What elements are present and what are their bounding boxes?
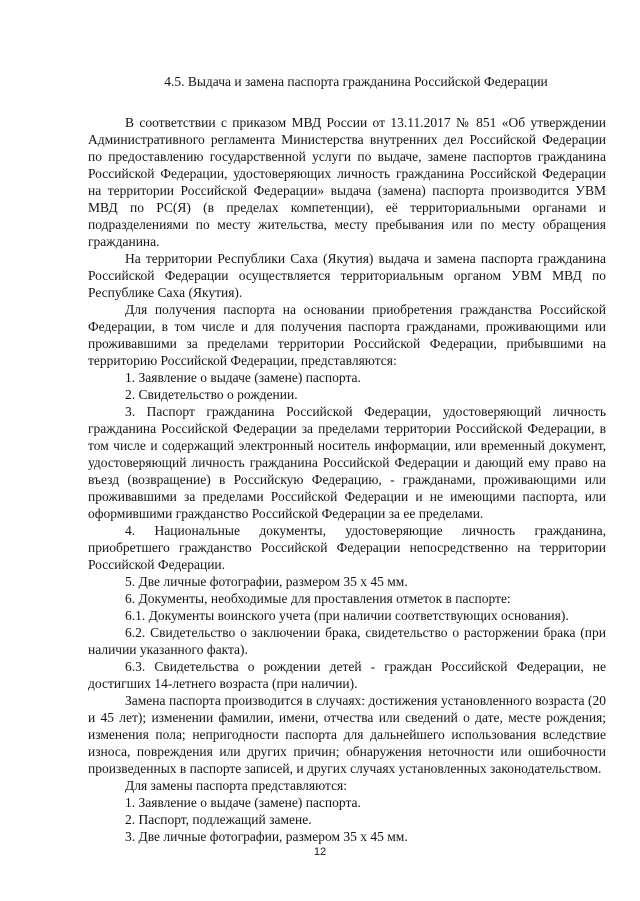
list-item: 5. Две личные фотографии, размером 35 х 45 мм.	[125, 574, 408, 589]
paragraph-regulation-reference: В соответствии с приказом МВД России от 13.11.2017 № 851 «Об утверждении Административного регламента Министерства внутренних дел Российской Федерации по предоставлению государственной услуги по выдаче, замене паспортов гражданина Российской Федерации, удостоверяющих личность гражданина Российской Федерации на территории Российской Федерации» выдача (замена) паспорта производится УВМ МВД по РС(Я) (в пределах компетенции), её территориальными органами и подразделениями по месту жительства, месту пребывания или по месту обращения гражданина.	[88, 115, 606, 249]
paragraph-issuance-requirements: Для получения паспорта на основании приобретения гражданства Российской Федерации, в том числе и для получения паспорта гражданами, проживающими или проживавшими за пределами территории Российской Федерации, прибывшими на территорию Российской Федерации, представляются:	[88, 302, 606, 368]
page-number: 12	[313, 846, 327, 858]
document-body	[88, 114, 606, 845]
section-title: 4.5. Выдача и замена паспорта гражданина Российской Федерации	[164, 74, 548, 89]
list-item: 2. Свидетельство о рождении.	[125, 387, 298, 402]
paragraph-replacement-cases: Замена паспорта производится в случаях: достижения установленного возраста (20 и 45 лет); изменении фамилии, имени, отчества или сведений о дате, месте рождения; изменения пола; непригодности паспорта для дальнейшего использования вследствие износа, повреждения или других причин; обнаружения неточности или ошибочности произведенных в паспорте записей, и других случаях установленных законодательством.	[88, 693, 606, 776]
list-item: 6.3. Свидетельства о рождении детей - граждан Российской Федерации, не достигших 14-летнего возраста (при наличии).	[88, 659, 606, 691]
list-item: 2. Паспорт, подлежащий замене.	[125, 812, 312, 827]
paragraph-territorial-authority: На территории Республики Саха (Якутия) выдача и замена паспорта гражданина Российской Федерации осуществляется территориальным органом УВМ МВД по Республике Саха (Якутия).	[88, 251, 606, 300]
list-item: 6.2. Свидетельство о заключении брака, свидетельство о расторжении брака (при наличии указанного факта).	[88, 625, 606, 657]
list-item: 1. Заявление о выдаче (замене) паспорта.	[125, 795, 361, 810]
list-item: 6.1. Документы воинского учета (при наличии соответствующих основания).	[125, 608, 569, 623]
list-item: 3. Две личные фотографии, размером 35 х 45 мм.	[125, 829, 408, 844]
list-item: 4. Национальные документы, удостоверяющие личность гражданина, приобретшего гражданство Российской Федерации непосредственно на территории Российской Федерации.	[88, 523, 606, 572]
list-item: 6. Документы, необходимые для проставления отметок в паспорте:	[125, 591, 511, 606]
list-item: 3. Паспорт гражданина Российской Федерации, удостоверяющий личность гражданина Российской Федерации за пределами территории Российской Федерации, в том числе и содержащий электронный носитель информации, или временный документ, удостоверяющий личность гражданина Российской Федерации и дающий ему право на въезд (возвращение) в Российскую Федерацию, - гражданами, проживающими или проживавшими за пределами Российской Федерации и не имеющими паспорта, или оформившими гражданство Российской Федерации за ее пределами.	[88, 404, 606, 521]
paragraph-replacement-requirements: Для замены паспорта представляются:	[125, 778, 348, 793]
list-item: 1. Заявление о выдаче (замене) паспорта.	[125, 370, 361, 385]
